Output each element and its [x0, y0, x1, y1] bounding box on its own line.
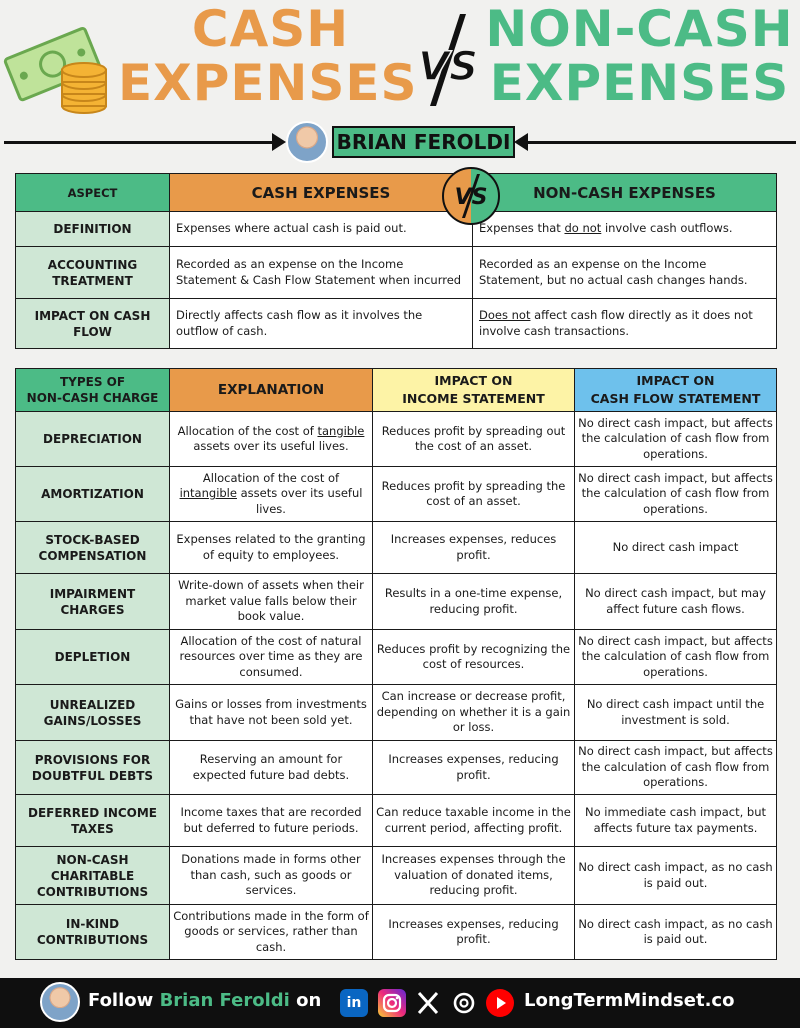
- explanation-cell: Allocation of the cost of natural resources over time as they are consumed.: [170, 630, 373, 685]
- title-cash-expenses: [118, 0, 418, 112]
- explanation-cell: Expenses related to the granting of equity to employees.: [170, 522, 373, 574]
- cashflow-impact-cell: No direct cash impact, but may affect future cash flows.: [575, 574, 777, 630]
- charge-type: STOCK-BASED COMPENSATION: [16, 522, 170, 574]
- author-row: [0, 120, 800, 164]
- non-cash-cell: Does not affect cash flow directly as it does not involve cash transactions.: [473, 299, 777, 349]
- table-row: [16, 299, 777, 349]
- vs-badge-text: VS: [454, 185, 488, 210]
- youtube-icon[interactable]: [486, 989, 514, 1017]
- explanation-cell: Donations made in forms other than cash, such as goods or services.: [170, 847, 373, 905]
- charge-type: PROVISIONS FOR DOUBTFUL DEBTS: [16, 741, 170, 795]
- table-row: [16, 685, 777, 741]
- cashflow-impact-cell: No direct cash impact, as no cash is paid out.: [575, 847, 777, 905]
- cashflow-impact-cell: No direct cash impact: [575, 522, 777, 574]
- non-cash-charges-table: [15, 368, 777, 960]
- table-row: [16, 741, 777, 795]
- non-cash-cell: Expenses that do not involve cash outflows.: [473, 212, 777, 247]
- income-impact-cell: Can reduce taxable income in the current period, affecting profit.: [373, 795, 575, 847]
- footer-author-name[interactable]: Brian Feroldi: [159, 990, 290, 1011]
- vs-logo: [412, 10, 484, 110]
- non-cash-cell: Recorded as an expense on the Income Statement, but no actual cash changes hands.: [473, 247, 777, 299]
- charge-type: AMORTIZATION: [16, 467, 170, 522]
- cash-cell: Expenses where actual cash is paid out.: [170, 212, 473, 247]
- income-impact-cell: Increases expenses, reducing profit.: [373, 905, 575, 960]
- cashflow-impact-cell: No direct cash impact, as no cash is paid out.: [575, 905, 777, 960]
- types-header-row: [16, 369, 777, 412]
- types-header: TYPES OF NON-CASH CHARGE: [16, 369, 170, 412]
- income-impact-cell: Increases expenses through the valuation of donated items, reducing profit.: [373, 847, 575, 905]
- title-cash-line1: CASH: [191, 0, 350, 58]
- table-row: [16, 412, 777, 467]
- cashflow-impact-cell: No direct cash impact until the investment is sold.: [575, 685, 777, 741]
- aspect-label: IMPACT ON CASH FLOW: [16, 299, 170, 349]
- header: [0, 0, 800, 118]
- income-impact-cell: Increases expenses, reducing profit.: [373, 741, 575, 795]
- follow-text: Follow Brian Feroldi on: [88, 990, 322, 1011]
- table-row: [16, 795, 777, 847]
- table-row: [16, 467, 777, 522]
- non-cash-expenses-header: NON-CASH EXPENSES: [473, 174, 777, 212]
- right-pointing-arrow-icon: [272, 133, 286, 151]
- explanation-cell: Allocation of the cost of intangible assets over its useful lives.: [170, 467, 373, 522]
- income-impact-cell: Increases expenses, reduces profit.: [373, 522, 575, 574]
- cashflow-impact-cell: No direct cash impact, but affects the calculation of cash flow from operations.: [575, 412, 777, 467]
- cashflow-impact-cell: No direct cash impact, but affects the calculation of cash flow from operations.: [575, 741, 777, 795]
- cash-flow-statement-header: IMPACT ON CASH FLOW STATEMENT: [575, 369, 777, 412]
- instagram-icon[interactable]: [378, 989, 406, 1017]
- explanation-cell: Allocation of the cost of tangible assets over its useful lives.: [170, 412, 373, 467]
- footer-avatar: [40, 982, 80, 1022]
- charge-type: DEPLETION: [16, 630, 170, 685]
- x-icon[interactable]: [414, 989, 442, 1017]
- author-avatar: [286, 121, 328, 163]
- income-impact-cell: Reduces profit by recognizing the cost of resources.: [373, 630, 575, 685]
- explanation-cell: Gains or losses from investments that have not been sold yet.: [170, 685, 373, 741]
- charge-type: UNREALIZED GAINS/LOSSES: [16, 685, 170, 741]
- right-arrow-line: [526, 141, 796, 144]
- aspect-label: ACCOUNTING TREATMENT: [16, 247, 170, 299]
- charge-type: IMPAIRMENT CHARGES: [16, 574, 170, 630]
- charge-type: DEFERRED INCOME TAXES: [16, 795, 170, 847]
- vs-text: VS: [418, 44, 478, 90]
- table-row: [16, 847, 777, 905]
- left-arrow-line: [4, 141, 274, 144]
- explanation-cell: Contributions made in the form of goods or services, rather than cash.: [170, 905, 373, 960]
- table-row: [16, 247, 777, 299]
- table-row: [16, 630, 777, 685]
- table-row: [16, 212, 777, 247]
- linkedin-icon[interactable]: in: [340, 989, 368, 1017]
- income-impact-cell: Can increase or decrease profit, depending on whether it is a gain or loss.: [373, 685, 575, 741]
- author-name-badge: BRIAN FEROLDI: [332, 126, 515, 158]
- income-impact-cell: Reduces profit by spreading the cost of an asset.: [373, 467, 575, 522]
- aspect-label: DEFINITION: [16, 212, 170, 247]
- website-link[interactable]: LongTermMindset.co: [524, 990, 735, 1011]
- cash-coins-icon: [2, 20, 114, 116]
- charge-type: IN-KIND CONTRIBUTIONS: [16, 905, 170, 960]
- vs-badge-icon: [441, 166, 501, 226]
- explanation-header: EXPLANATION: [170, 369, 373, 412]
- cashflow-impact-cell: No direct cash impact, but affects the calculation of cash flow from operations.: [575, 630, 777, 685]
- cash-cell: Recorded as an expense on the Income Statement & Cash Flow Statement when incurred: [170, 247, 473, 299]
- charge-type: DEPRECIATION: [16, 412, 170, 467]
- income-statement-header: IMPACT ON INCOME STATEMENT: [373, 369, 575, 412]
- explanation-cell: Reserving an amount for expected future bad debts.: [170, 741, 373, 795]
- cash-cell: Directly affects cash flow as it involves the outflow of cash.: [170, 299, 473, 349]
- title-non-cash-expenses: [482, 2, 797, 110]
- aspect-header: ASPECT: [16, 174, 170, 212]
- explanation-cell: Write-down of assets when their market value falls below their book value.: [170, 574, 373, 630]
- title-non-line2: EXPENSES: [489, 54, 790, 112]
- income-impact-cell: Results in a one-time expense, reducing profit.: [373, 574, 575, 630]
- cashflow-impact-cell: No immediate cash impact, but affects future tax payments.: [575, 795, 777, 847]
- comparison-table: [15, 173, 777, 349]
- table-row: [16, 522, 777, 574]
- cashflow-impact-cell: No direct cash impact, but affects the calculation of cash flow from operations.: [575, 467, 777, 522]
- cash-expenses-header: CASH EXPENSES: [170, 174, 473, 212]
- table-row: [16, 574, 777, 630]
- comparison-header-row: [16, 174, 777, 212]
- threads-icon[interactable]: [450, 989, 478, 1017]
- title-cash-line2: EXPENSES: [118, 54, 418, 112]
- footer: [0, 978, 800, 1028]
- charge-type: NON-CASH CHARITABLE CONTRIBUTIONS: [16, 847, 170, 905]
- title-non-line1: NON-CASH: [485, 0, 794, 58]
- explanation-cell: Income taxes that are recorded but deferred to future periods.: [170, 795, 373, 847]
- table-row: [16, 905, 777, 960]
- income-impact-cell: Reduces profit by spreading out the cost of an asset.: [373, 412, 575, 467]
